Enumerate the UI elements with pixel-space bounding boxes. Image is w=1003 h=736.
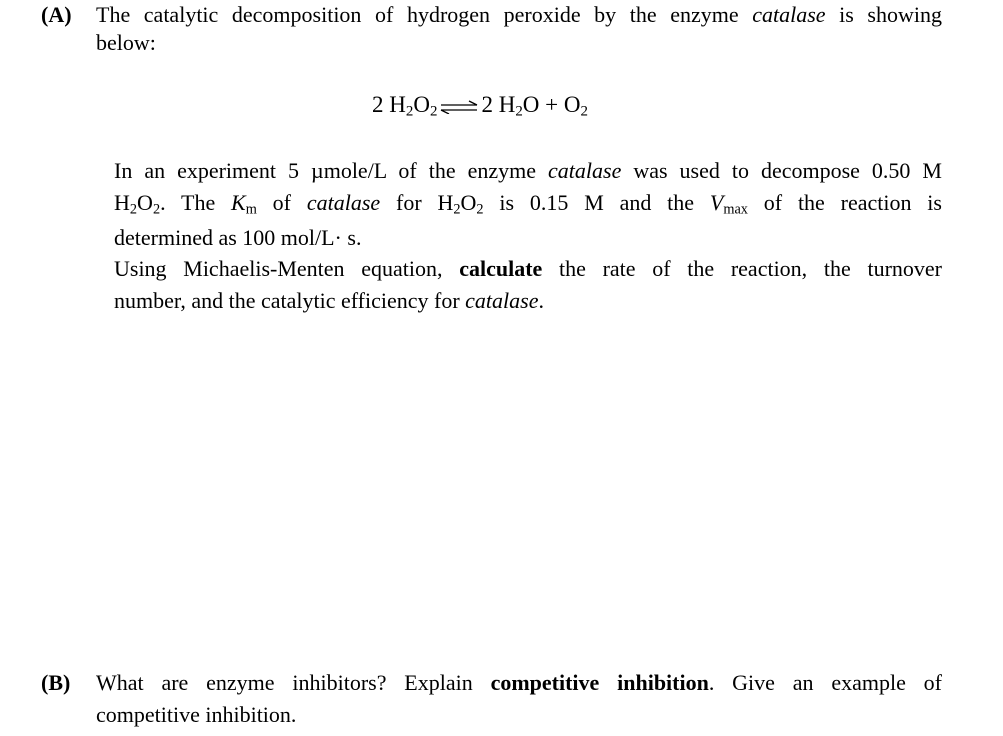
reaction-equation: 2 $H_2O_2$ 2 $H_2O + O_2$ <box>372 92 588 120</box>
part-b-line2: competitive inhibition. <box>96 702 297 727</box>
part-a-intro-line1: The catalytic decomposition of hydrogen peroxide by the enzyme catalase is showing <box>96 2 942 27</box>
part-a-label: (A) <box>41 2 72 27</box>
part-a-intro-line2: below: <box>96 30 156 55</box>
paragraph1-line3: determined as 100 mol/L· s. <box>114 225 362 250</box>
equilibrium-arrow-icon <box>439 100 479 114</box>
paragraph1-line1: In an experiment 5 µmole/L of the enzyme catalase was used to decompose 0.50 M <box>114 158 942 183</box>
paragraph2-line2: number, and the catalytic efficiency for catalase. <box>114 288 544 313</box>
paragraph2-line1: Using Michaelis-Menten equation, calculate the rate of the reaction, the turnover <box>114 256 942 281</box>
paragraph1-line2: $H_2O_2$. The $K_m$ of catalase for $H_2O_2$ is 0.15 M and the $V_{max}$ of the reaction is <box>114 190 942 218</box>
part-b-line1: What are enzyme inhibitors? Explain competitive inhibition. Give an example of <box>96 670 943 695</box>
part-b-label: (B) <box>41 670 71 695</box>
